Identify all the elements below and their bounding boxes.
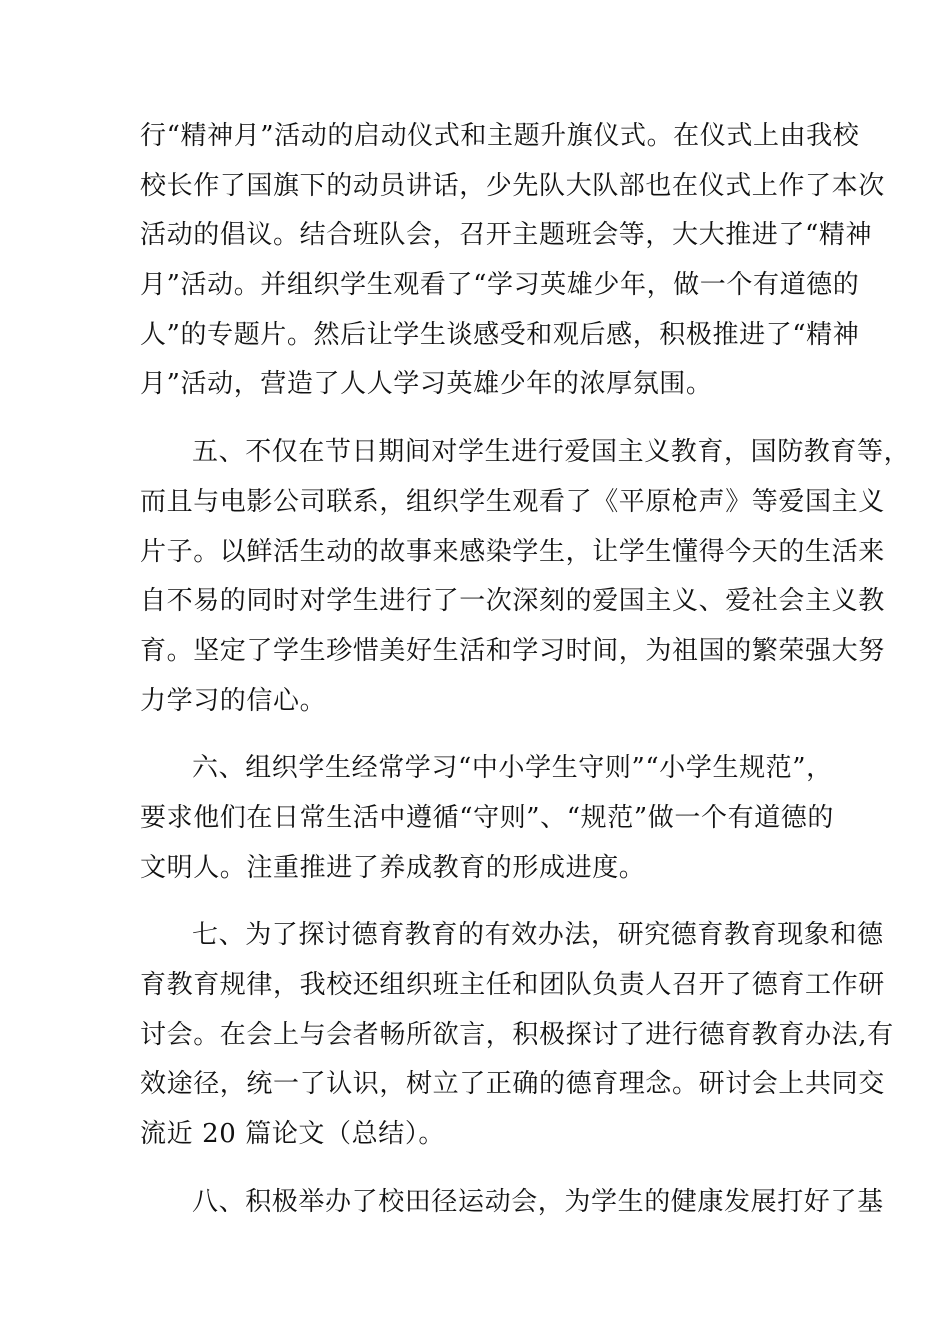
paragraph-5-line-1: 五、不仅在节日期间对学生进行爱国主义教育，国防教育等， (192, 437, 911, 467)
text-line-2: 校长作了国旗下的动员讲话，少先队大队部也在仪式上作了本次 (140, 171, 885, 201)
paragraph-8-line-1: 八、积极举办了校田径运动会，为学生的健康发展打好了基 (192, 1187, 884, 1217)
text-line-18: 讨会。在会上与会者畅所欲言，积极探讨了进行德育教育办法,有 (140, 1020, 894, 1050)
text-line-14: 要求他们在日常生活中遵循“守则”、“规范”做一个有道德的 (140, 803, 834, 833)
text-line-8: 而且与电影公司联系，组织学生观看了《平原枪声》等爱国主义 (140, 487, 885, 517)
paragraph-6-line-1: 六、组织学生经常学习“中小学生守则”“小学生规范”， (192, 753, 833, 783)
text-line-9: 片子。以鲜活生动的故事来感染学生，让学生懂得今天的生活来 (140, 537, 885, 567)
text-line-1: 行“精神月”活动的启动仪式和主题升旗仪式。在仪式上由我校 (140, 121, 860, 151)
text-line-6: 月”活动，营造了人人学习英雄少年的浓厚氛围。 (140, 369, 713, 399)
text-line-3: 活动的倡议。结合班队会，召开主题班会等，大大推进了“精神 (140, 220, 873, 250)
text-line-19: 效途径，统一了认识，树立了正确的德育理念。研讨会上共同交 (140, 1069, 885, 1099)
paragraph-7-line-1: 七、为了探讨德育教育的有效办法，研究德育教育现象和德 (192, 920, 884, 950)
text-line-10: 自不易的同时对学生进行了一次深刻的爱国主义、爱社会主义教 (140, 586, 885, 616)
text-line-5: 人”的专题片。然后让学生谈感受和观后感，积极推进了“精神 (140, 320, 860, 350)
text-line-4: 月”活动。并组织学生观看了“学习英雄少年，做一个有道德的 (140, 270, 860, 300)
text-line-17: 育教育规律，我校还组织班主任和团队负责人召开了德育工作研 (140, 970, 885, 1000)
text-line-12: 力学习的信心。 (140, 686, 327, 716)
text-line-11: 育。坚定了学生珍惜美好生活和学习时间，为祖国的繁荣强大努 (140, 636, 885, 666)
text-line-15: 文明人。注重推进了养成教育的形成进度。 (140, 853, 646, 883)
text-line-20: 流近 20 篇论文（总结）。 (140, 1119, 446, 1149)
